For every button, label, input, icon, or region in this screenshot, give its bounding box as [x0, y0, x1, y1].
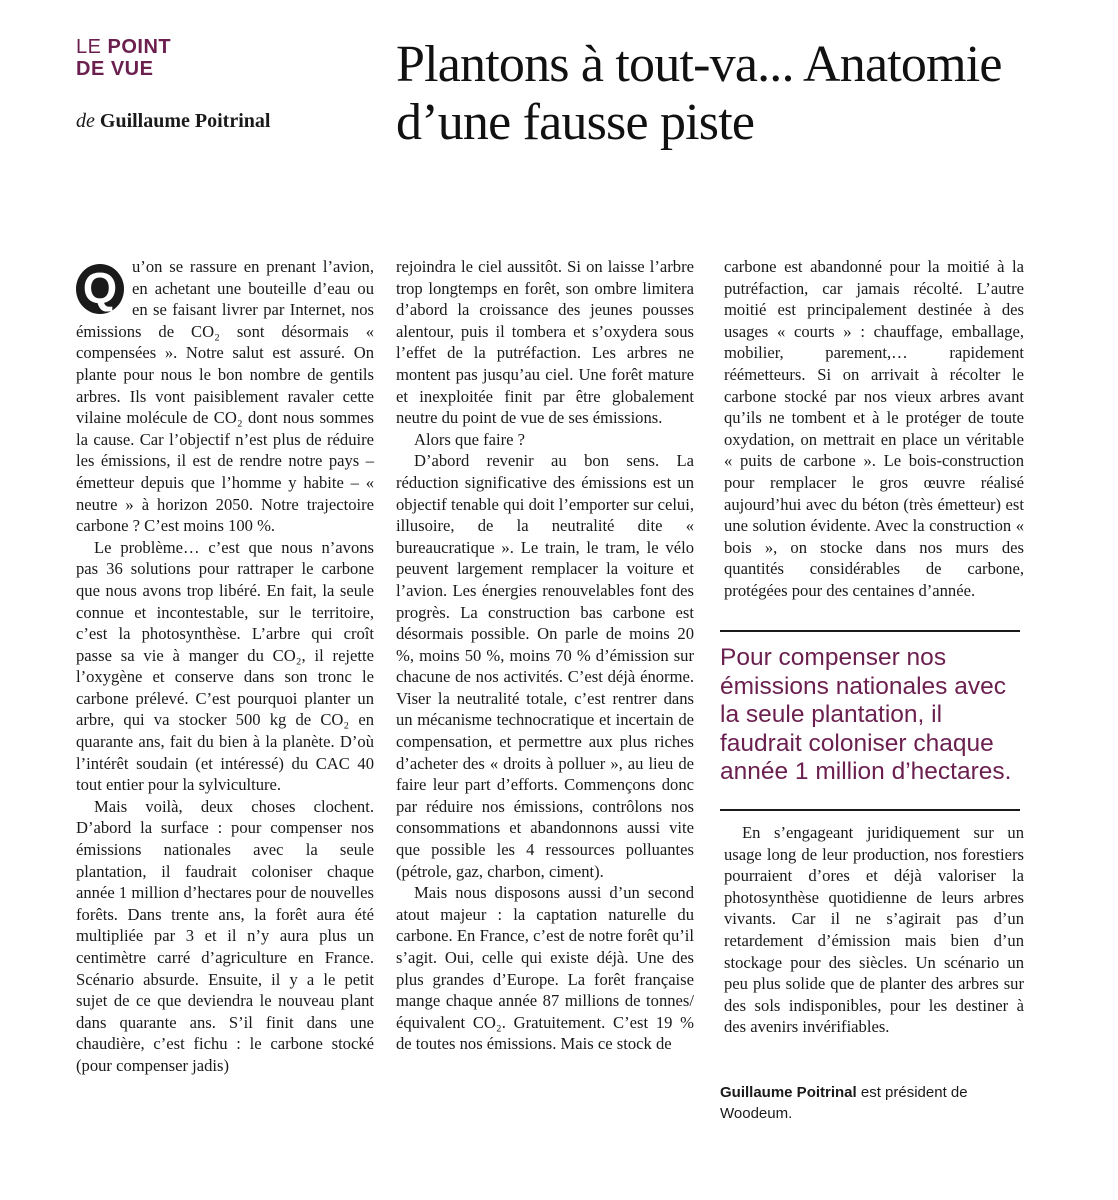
dropcap: Q [76, 264, 124, 314]
byline-prefix: de [76, 110, 95, 132]
article-column-3 [724, 256, 1024, 602]
bio-name: Guillaume Poitrinal [720, 1084, 857, 1101]
column3-paragraph-2: En s’engageant juridiquement sur un usage long de leur production, nos forestiers pourraient d’ores et déjà valoriser la photosynthèse quotidienne de leurs arbres vivants. Car il ne s’agirait pas d’un retardement d’émission mais bien d’un stockage pour des siècles. Un scénario un peu plus solide que de planter des arbres sur des sols indisponibles, pour les destiner à des avenirs invérifiables. [724, 823, 1024, 1037]
article-column-1 [76, 256, 374, 1077]
column1-paragraph-3: Mais voilà, deux choses clochent. D’abord la surface : pour compenser nos émissions nationales avec la seule plantation, il faudrait coloniser chaque année 1 million d’hectares pour de nouvelles forêts. Dans trente ans, la forêt aura été multipliée par 3 et il n’y aura plus un centimètre carré d’agriculture en France. Scénario absurde. Ensuite, il y a le petit sujet de ce que deviendra le nouveau plant dans quarante ans. S’il finit dans une chaudière, c’est fichu : le carbone stocké (pour compenser jadis) [76, 796, 374, 1075]
column1-paragraph-1: u’on se rassure en prenant l’avion, en achetant une bouteille d’eau ou en se faisant livrer par Internet, nos émissions de CO₂ sont désormais « compensées ». Notre salut est assuré. On plante pour nous le bon nombre de gentils arbres. Ils vont paisiblement ravaler cette vilaine molécule de CO₂ dont nous sommes la cause. Car l’objectif n’est plus de réduire les émissions, il est de rendre notre pays – émetteur depuis que l’homme y habite – « neutre » à horizon 2050. Notre trajectoire carbone ? C’est moins 100 %. [76, 257, 374, 536]
column2-paragraph-1: rejoindra le ciel aussitôt. Si on laisse l’arbre trop longtemps en forêt, son ombre limitera d’abord la croissance des jeunes pousses alentour, puis il tombera et s’oxydera sous l’effet de la putréfaction. Les arbres ne montent pas jusqu’au ciel. Une forêt mature et inexploitée finit par être globalement neutre du point de vue de ses émissions. [396, 257, 694, 428]
author-bio [720, 1082, 1020, 1124]
section-rubric [76, 36, 171, 80]
rubric-point: POINT [107, 36, 172, 58]
byline [76, 110, 270, 133]
article-column-2 [396, 256, 694, 1055]
pull-quote: Pour compenser nos émissions nationales avec la seule plantation, il faudrait coloniser chaque année 1 million d’hectares. [720, 630, 1020, 811]
rubric-le: LE [76, 36, 108, 58]
rubric-de-vue: DE VUE [76, 58, 154, 80]
column2-paragraph-3: D’abord revenir au bon sens. La réduction significative des émissions est un objectif tenable qui doit l’emporter sur celui, illusoire, de la neutralité dite « bureaucratique ». Le train, le tram, le vélo peuvent largement remplacer la voiture et l’avion. Les énergies renouvelables font des progrès. La construction bas carbone est désormais possible. On parle de moins 20 %, moins 50 %, moins 70 % d’émission sur chacune de nos activités. C’est déjà énorme. Viser la neutralité totale, c’est rentrer dans un mécanisme technocratique et incertain de compensation, et permettre aux plus riches d’acheter des « droits à polluer », au lieu de faire leur part d’efforts. Commençons donc par réduire nos émissions, contrôlons nos consommations et abandonnons aussi vite que possible les 4 ressources polluantes (pétrole, gaz, charbon, ciment). [396, 451, 694, 881]
column2-paragraph-4: Mais nous disposons aussi d’un second atout majeur : la captation naturelle du carbone. En France, c’est de notre forêt qu’il s’agit. Oui, celle qui existe déjà. Une des plus grandes d’Europe. La forêt française mange chaque année 87 millions de tonnes/équivalent CO₂. Gratuitement. C’est 19 % de toutes nos émissions. Mais ce stock de [396, 883, 694, 1054]
article-column-3-continued [724, 822, 1024, 1038]
bio-text: est président de Woodeum. [720, 1084, 968, 1122]
headline: Plantons à tout-va... Anatomie d’une fausse piste [396, 36, 1002, 151]
column1-paragraph-2: Le problème… c’est que nous n’avons pas 36 solutions pour rattraper le carbone que nous avons trop libéré. En fait, la seule connue et incontestable, sur le territoire, c’est la photosynthèse. L’arbre qui croît passe sa vie à manger du CO₂, il rejette l’oxygène et conserve dans son tronc le carbone prélevé. C’est pourquoi planter un arbre, qui va stocker 500 kg de CO₂ en quarante ans, fait du bien à la planète. D’où l’intérêt soudain (et intéressé) du CAC 40 tout entier pour la sylviculture. [76, 537, 374, 795]
column2-paragraph-2: Alors que faire ? [414, 429, 526, 449]
byline-author: Guillaume Poitrinal [99, 110, 271, 132]
column3-paragraph-1: carbone est abandonné pour la moitié à la putréfaction, car jamais récolté. L’autre moitié est principalement destinée à des usages « courts » : chauffage, emballage, mobilier, parement,… rapidement réémetteurs. Si on arrivait à récolter le carbone stocké par nos vieux arbres avant qu’ils ne tombent et à le protéger de toute oxydation, on mettrait en place un véritable « puits de carbone ». Le bois-construction pour remplacer le gros œuvre réalisé aujourd’hui avec du béton (très émetteur) est une solution évidente. Avec la construction « bois », on stocke dans nos murs des quantités considérables de carbone, protégées pour des centaines d’année. [724, 257, 1024, 600]
